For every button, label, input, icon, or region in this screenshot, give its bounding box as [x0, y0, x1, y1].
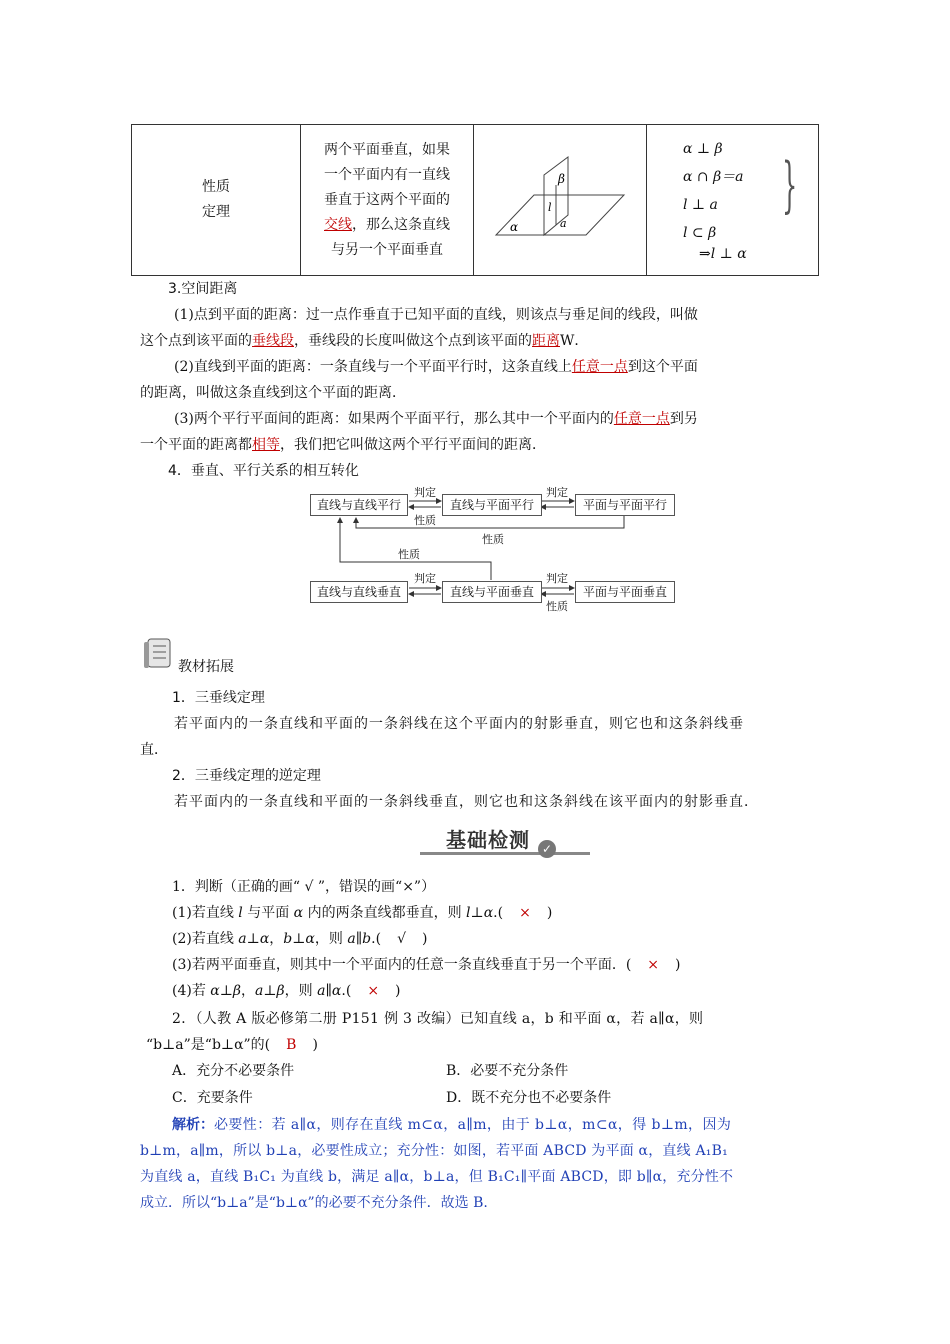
- q2-sol3: 为直线 a，直线 B₁C₁ 为直线 b，满足 a∥α，b⊥a，但 B₁C₁∥平面 ABCD，即 b∥α，充分性不: [140, 1169, 734, 1185]
- q1-i4f: a: [255, 983, 264, 999]
- perpendicular-planes-figure: [474, 125, 646, 275]
- q1-i2h: α: [305, 931, 315, 947]
- s3-p1b-1: 这个点到该平面的: [140, 333, 252, 349]
- table-label-line2: 定理: [202, 204, 230, 220]
- box-line-plane-perp: 直线与平面垂直: [442, 581, 542, 603]
- q1-stem: 1．判断（正确的画“ √ ”，错误的画“×”）: [172, 879, 436, 895]
- q1-i2f: b: [283, 931, 293, 947]
- q1-ans4: ×: [367, 983, 380, 999]
- q2-sol2: b⊥m，a∥m，所以 b⊥a，必要性成立；充分性：如图，若平面 ABCD 为平面 α，直线 A₁B₁: [140, 1143, 728, 1159]
- s3-p3a-2: 到另: [669, 411, 698, 427]
- q2-sol1-text: 必要性：若 a∥α，则存在直线 m⊂α，a∥m，由于 b⊥α，m⊂α，得 b⊥m，因为: [214, 1117, 732, 1133]
- q1-i1e: 内的两条直线都垂直，则: [303, 905, 467, 921]
- q1-i4l: α: [331, 983, 342, 999]
- table-symbol-cell: [647, 125, 819, 276]
- symbol-lines: [683, 135, 744, 247]
- box-line-line-perp: 直线与直线垂直: [310, 581, 408, 603]
- q1-i4a: (4)若: [172, 983, 211, 999]
- box-plane-plane-parallel: 平面与平面平行: [575, 494, 675, 516]
- q1-i3a: (3)若两平面垂直，则其中一个平面内的任意一条直线垂直于另一个平面．(: [172, 957, 632, 973]
- q1-i4c: ⊥: [219, 983, 233, 999]
- symbol-line3: l ⊥ a: [683, 197, 718, 213]
- q1-i4g: ⊥: [263, 983, 277, 999]
- q1-i2m: .(: [371, 931, 382, 947]
- label-prop-4: 性质: [546, 600, 568, 613]
- q1-i2b: a: [238, 931, 247, 947]
- ext-t1: 1．三垂线定理: [172, 690, 265, 706]
- ext-t2: 2．三垂线定理的逆定理: [172, 768, 321, 784]
- q1-i2l: b: [362, 931, 372, 947]
- q1-i4m: .(: [341, 983, 352, 999]
- s3-p2a-2: 到这个平面: [627, 359, 698, 375]
- q1-i3b: ): [675, 957, 681, 973]
- s3-p2a-1: (2)直线到平面的距离：一条直线与一个平面平行时，这条直线上: [174, 359, 572, 375]
- q1-i4j: a: [317, 983, 326, 999]
- ext-t1a: 若平面内的一条直线和平面的一条斜线在这个平面内的射影垂直，则它也和这条斜线垂: [174, 716, 744, 732]
- q1-i1i: .(: [493, 905, 504, 921]
- box-line-line-parallel: 直线与直线平行: [310, 494, 408, 516]
- s3-p3a-1: (3)两个平行平面间的距离：如果两个平面平行，那么其中一个平面内的: [174, 411, 614, 427]
- desc-line1: 两个平面垂直，如果: [324, 141, 450, 158]
- box-line-plane-parallel: 直线与平面平行: [442, 494, 542, 516]
- q1-i1b: l: [238, 905, 243, 921]
- s3-p2a: [140, 354, 820, 380]
- desc-line4: [301, 213, 473, 238]
- label-judge-1: 判定: [414, 486, 436, 499]
- fig-alpha: α: [510, 220, 519, 234]
- q1-i2d: α: [259, 931, 270, 947]
- label-prop-1: 性质: [414, 514, 436, 527]
- q1-ans2: √: [397, 931, 406, 947]
- q1-i1j: ): [546, 905, 553, 921]
- fig-l: l: [548, 201, 552, 214]
- q2-stem-b2: ): [312, 1037, 318, 1053]
- s3-p2a-red: 任意一点: [571, 359, 628, 375]
- s3-p1a: (1)点到平面的距离：过一点作垂直于已知平面的直线，则该点与垂足间的线段，叫做: [174, 307, 698, 323]
- fig-beta: β: [558, 172, 565, 186]
- s3-p3b-2: ，我们把它叫做这两个平行平面间的距离．: [280, 437, 546, 453]
- ext-heading: 教材拓展: [178, 659, 234, 675]
- q1-i4e: ，: [241, 983, 256, 999]
- table-desc-cell: [301, 125, 474, 276]
- relation-diagram: [308, 484, 678, 613]
- ext-t1b: 直．: [140, 742, 168, 758]
- q1-i1c: 与平面: [242, 905, 294, 921]
- q1-i2j: a: [347, 931, 356, 947]
- q1-i1g: ⊥: [470, 905, 484, 921]
- q1-i1d: α: [293, 905, 304, 921]
- desc-line2: 一个平面内有一直线: [324, 166, 450, 183]
- s4-title: 4．垂直、平行关系的相互转化: [168, 463, 359, 479]
- label-judge-4: 判定: [546, 572, 568, 585]
- label-prop-2: 性质: [482, 533, 504, 546]
- table-label-cell: [132, 125, 301, 276]
- s3-p1b-red2: 距离: [532, 333, 560, 349]
- right-brace-icon: }: [782, 150, 798, 220]
- box-plane-plane-perp: 平面与平面垂直: [575, 581, 675, 603]
- q2-stem-b: [146, 1032, 826, 1058]
- q1-i4d: β: [232, 983, 242, 999]
- q2-option-b: B．必要不充分条件: [446, 1063, 569, 1079]
- q1-ans3: ×: [647, 957, 660, 973]
- q1-i4k: ∥: [325, 983, 332, 999]
- q1-i2c: ⊥: [246, 931, 260, 947]
- q1-i2k: ∥: [355, 931, 363, 947]
- q1-i1h: α: [483, 905, 494, 921]
- table-figure-cell: [474, 125, 647, 276]
- q1-i2e: ，: [269, 931, 284, 947]
- scroll-book-icon: [142, 636, 176, 672]
- q2-option-d: D．既不充分也不必要条件: [446, 1090, 612, 1106]
- s3-p1b-2: ，垂线段的长度叫做这个点到该平面的: [294, 333, 532, 349]
- q2-sol1: [172, 1112, 852, 1138]
- q2-answer: B: [286, 1037, 297, 1053]
- q2-option-c: C．充要条件: [172, 1090, 253, 1106]
- q1-i4n: ): [395, 983, 401, 999]
- q1-i4i: ，则: [284, 983, 318, 999]
- q1-i2i: ，则: [314, 931, 348, 947]
- s3-p3a-red: 任意一点: [613, 411, 670, 427]
- q2-stem-a: 2．（人教 A 版必修第二册 P151 例 3 改编）已知直线 a，b 和平面 α，若 a∥α，则: [172, 1011, 704, 1027]
- symbol-conclusion: ⇒l ⊥ α: [699, 246, 747, 262]
- ext-t2a: 若平面内的一条直线和平面的一条斜线垂直，则它也和这条斜线在该平面内的射影垂直．: [174, 794, 759, 810]
- desc-red-term: 交线: [324, 216, 352, 233]
- s3-p1b: [140, 328, 820, 354]
- s3-p3b-red: 相等: [252, 437, 280, 453]
- desc-line3: 垂直于这两个平面的: [324, 191, 450, 208]
- q1-item3: [172, 952, 852, 978]
- q2-sol-label: 解析：: [172, 1117, 214, 1133]
- label-prop-3: 性质: [398, 548, 420, 561]
- s3-title: 3.空间距离: [168, 281, 238, 297]
- s3-p3b: [140, 432, 820, 458]
- q2-option-a: A．充分不必要条件: [172, 1063, 295, 1079]
- q1-i2g: ⊥: [292, 931, 306, 947]
- q1-item2: [172, 926, 852, 952]
- q1-i1f: l: [466, 905, 471, 921]
- q1-i2a: (2)若直线: [172, 931, 239, 947]
- q1-i1a: (1)若直线: [172, 905, 239, 921]
- check-badge-icon: ✓: [538, 840, 556, 858]
- s3-p3a: [140, 406, 820, 432]
- q1-i4h: β: [276, 983, 285, 999]
- desc-line4-rest: ，那么这条直线: [352, 216, 450, 233]
- fig-a: a: [560, 217, 567, 230]
- s3-p2b: 的距离，叫做这条直线到这个平面的距离．: [140, 385, 406, 401]
- q1-i4b: α: [210, 983, 220, 999]
- q1-i2n: ): [421, 931, 428, 947]
- label-judge-3: 判定: [414, 572, 436, 585]
- label-judge-2: 判定: [546, 486, 568, 499]
- symbol-line1: α ⊥ β: [683, 141, 723, 157]
- table-label-line1: 性质: [202, 179, 230, 195]
- q1-ans1: ×: [519, 905, 531, 921]
- s3-p1b-red1: 垂线段: [252, 333, 294, 349]
- q1-item4: [172, 978, 852, 1004]
- symbol-line2: α ∩ β＝a: [683, 169, 744, 185]
- symbol-line4: l ⊂ β: [683, 225, 717, 241]
- desc-line5: 与另一个平面垂直: [331, 241, 443, 258]
- s3-p1b-3: W．: [560, 333, 589, 349]
- q2-sol4: 成立．所以“b⊥a”是“b⊥α”的必要不充分条件．故选 B.: [140, 1195, 488, 1211]
- property-table: [131, 124, 819, 276]
- q2-stem-b1: “b⊥a”是“b⊥α”的(: [146, 1037, 271, 1053]
- s3-p3b-1: 一个平面的距离都: [140, 437, 252, 453]
- banner-title: 基础检测: [446, 828, 530, 852]
- q1-item1: [172, 900, 852, 926]
